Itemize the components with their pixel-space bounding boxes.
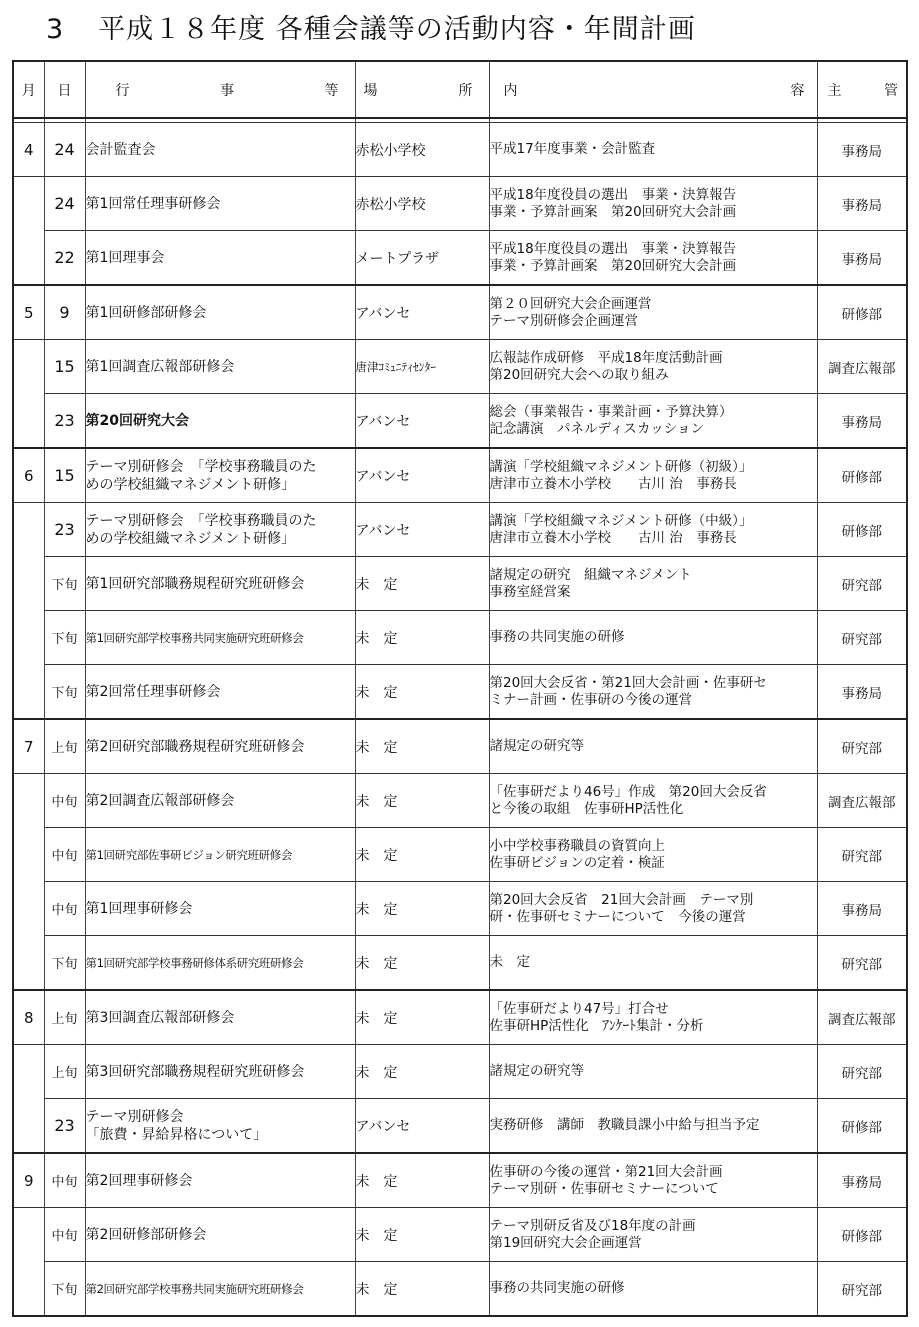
- cell-day: 下旬: [44, 936, 85, 991]
- event-line: 第2回研修部研修会: [85, 1226, 207, 1243]
- cell-organizer: 事務局: [817, 1153, 907, 1208]
- cell-content: [489, 936, 817, 991]
- content-line: 諸規定の研究等: [489, 1063, 584, 1079]
- content-line: 諸規定の研究 組織マネジメント: [489, 566, 692, 583]
- cell-content: [489, 123, 817, 177]
- content-line: ミナー計画・佐事研の今後の運営: [489, 691, 692, 708]
- table-row: [13, 394, 907, 449]
- cell-place: 未 定: [355, 936, 489, 991]
- header-place: [355, 61, 489, 118]
- cell-month: [13, 882, 44, 936]
- cell-month: 9: [13, 1153, 44, 1208]
- table-row: [13, 936, 907, 991]
- table-row: [13, 882, 907, 936]
- cell-organizer: 研究部: [817, 719, 907, 774]
- cell-place: メートプラザ: [355, 231, 489, 286]
- cell-day: 上旬: [44, 719, 85, 774]
- table-row: [13, 611, 907, 665]
- event-line: 第2回常任理事研修会: [85, 683, 221, 700]
- content-line: 平成17年度事業・会計監査: [489, 141, 656, 157]
- section-number: 3: [46, 14, 65, 45]
- header-place-char: 所: [458, 82, 473, 99]
- event-line: テーマ別研修会: [85, 1108, 184, 1125]
- cell-content: [489, 503, 817, 557]
- content-line: 第20回大会反省・第21回大会計画・佐事研セ: [489, 674, 767, 691]
- cell-content: [489, 231, 817, 286]
- cell-content: [489, 1045, 817, 1099]
- cell-place: 未 定: [355, 611, 489, 665]
- cell-place: 赤松小学校: [355, 177, 489, 231]
- cell-day: 22: [44, 231, 85, 286]
- cell-organizer: 研修部: [817, 1208, 907, 1262]
- content-line: 唐津市立養木小学校 古川 治 事務長: [489, 529, 737, 546]
- cell-organizer: 事務局: [817, 882, 907, 936]
- event-line: めの学校組織マネジメント研修」: [85, 476, 296, 493]
- cell-month: [13, 340, 44, 394]
- cell-day: 中旬: [44, 882, 85, 936]
- cell-organizer: 研究部: [817, 1045, 907, 1099]
- cell-organizer: 事務局: [817, 123, 907, 177]
- cell-month: [13, 557, 44, 611]
- table-row: [13, 285, 907, 340]
- cell-organizer: 事務局: [817, 231, 907, 286]
- cell-place: 未 定: [355, 1262, 489, 1317]
- cell-day: 23: [44, 503, 85, 557]
- content-line: 講演「学校組織マネジメント研修（中級）」: [489, 512, 753, 529]
- event-line: 第1回常任理事研修会: [85, 195, 221, 212]
- table-row: [13, 340, 907, 394]
- header-day: 日: [44, 61, 85, 118]
- event-line: 第1回研究部職務規程研究班研修会: [85, 575, 305, 592]
- cell-day: 下旬: [44, 557, 85, 611]
- cell-month: [13, 936, 44, 991]
- cell-content: [489, 1099, 817, 1154]
- content-line: 総会（事業報告・事業計画・予算決算）: [489, 403, 733, 420]
- event-line: 「旅費・昇給昇格について」: [85, 1126, 268, 1143]
- cell-event: [85, 394, 355, 449]
- cell-content: [489, 1153, 817, 1208]
- event-line: 会計監査会: [85, 141, 156, 158]
- cell-organizer: 研究部: [817, 557, 907, 611]
- cell-day: 24: [44, 123, 85, 177]
- event-line: 第2回理事研修会: [85, 1172, 193, 1189]
- header-organizer-char: 主: [827, 82, 842, 99]
- event-line: テーマ別研修会 「学校事務職員のた: [85, 458, 317, 475]
- content-line: 小中学校事務職員の資質向上: [489, 837, 665, 854]
- cell-place: 未 定: [355, 557, 489, 611]
- cell-content: [489, 719, 817, 774]
- cell-place: 未 定: [355, 665, 489, 720]
- table-row: [13, 123, 907, 177]
- table-row: [13, 1045, 907, 1099]
- cell-organizer: 研修部: [817, 448, 907, 503]
- cell-day: 上旬: [44, 990, 85, 1045]
- cell-month: [13, 1099, 44, 1154]
- cell-day: 23: [44, 394, 85, 449]
- cell-content: [489, 1208, 817, 1262]
- cell-place: アバンセ: [355, 394, 489, 449]
- cell-place: 未 定: [355, 990, 489, 1045]
- content-line: 諸規定の研究等: [489, 738, 584, 754]
- cell-content: [489, 557, 817, 611]
- cell-day: 23: [44, 1099, 85, 1154]
- cell-event: [85, 231, 355, 286]
- event-line: 第1回理事会: [85, 249, 165, 266]
- cell-event: [85, 774, 355, 828]
- cell-event: [85, 123, 355, 177]
- header-event-char: 等: [324, 82, 339, 99]
- content-line: 佐事研HP活性化 ｱﾝｹｰﾄ集計・分析: [489, 1017, 704, 1034]
- content-line: 講演「学校組織マネジメント研修（初級）」: [489, 458, 753, 475]
- table-row: [13, 177, 907, 231]
- cell-event: [85, 285, 355, 340]
- content-line: 佐事研の今後の運営・第21回大会計画: [489, 1163, 723, 1180]
- content-line: 第20回研究大会への取り組み: [489, 366, 669, 383]
- cell-month: [13, 394, 44, 449]
- content-line: テーマ別研・佐事研セミナーについて: [489, 1180, 719, 1197]
- event-line: 第1回研究部学校事務研修体系研究班研修会: [85, 955, 304, 970]
- header-organizer-char: 管: [884, 82, 898, 99]
- cell-content: [489, 177, 817, 231]
- event-line: 第3回調査広報部研修会: [85, 1009, 235, 1026]
- cell-place: アバンセ: [355, 503, 489, 557]
- cell-place: 赤松小学校: [355, 123, 489, 177]
- cell-event: [85, 1208, 355, 1262]
- cell-organizer: 研究部: [817, 936, 907, 991]
- cell-content: [489, 285, 817, 340]
- table-row: [13, 1153, 907, 1208]
- content-line: テーマ別研反省及び18年度の計画: [489, 1217, 696, 1234]
- cell-month: [13, 1045, 44, 1099]
- content-line: 第20回大会反省 21回大会計画 テーマ別: [489, 891, 754, 908]
- content-line: 「佐事研だより46号」作成 第20回大会反省: [489, 783, 767, 800]
- event-line: 第3回研究部職務規程研究班研修会: [85, 1063, 305, 1080]
- table-row: [13, 719, 907, 774]
- content-line: 第２０回研究大会企画運営: [489, 295, 652, 312]
- schedule-body: [13, 118, 907, 1316]
- cell-place: 未 定: [355, 882, 489, 936]
- cell-month: [13, 1208, 44, 1262]
- content-line: と今後の取組 佐事研HP活性化: [489, 800, 684, 817]
- content-line: 「佐事研だより47号」打合せ: [489, 1000, 669, 1017]
- cell-event: [85, 1099, 355, 1154]
- cell-month: 6: [13, 448, 44, 503]
- cell-organizer: 研究部: [817, 611, 907, 665]
- cell-event: [85, 990, 355, 1045]
- header-event: [85, 61, 355, 118]
- cell-organizer: 研修部: [817, 285, 907, 340]
- content-line: 第19回研究大会企画運営: [489, 1234, 642, 1251]
- cell-day: 下旬: [44, 1262, 85, 1317]
- cell-month: 5: [13, 285, 44, 340]
- cell-place: 未 定: [355, 1208, 489, 1262]
- cell-event: [85, 340, 355, 394]
- header-month: 月: [13, 61, 44, 118]
- cell-month: [13, 828, 44, 882]
- cell-content: [489, 665, 817, 720]
- cell-organizer: 事務局: [817, 665, 907, 720]
- cell-event: [85, 448, 355, 503]
- cell-day: 中旬: [44, 774, 85, 828]
- cell-day: 15: [44, 340, 85, 394]
- event-line: 第1回研究部学校事務共同実施研究班研修会: [85, 630, 304, 645]
- table-row: [13, 1262, 907, 1317]
- event-line: 第1回理事研修会: [85, 900, 193, 917]
- cell-day: 24: [44, 177, 85, 231]
- table-row: [13, 1208, 907, 1262]
- cell-event: [85, 177, 355, 231]
- header-event-char: 行: [115, 82, 130, 99]
- event-line: テーマ別研修会 「学校事務職員のた: [85, 512, 317, 529]
- cell-month: 7: [13, 719, 44, 774]
- cell-organizer: 研修部: [817, 503, 907, 557]
- cell-month: [13, 774, 44, 828]
- cell-content: [489, 828, 817, 882]
- page-title-text: 平成１８年度 各種会議等の活動内容・年間計画: [98, 14, 696, 45]
- content-line: 事務の共同実施の研修: [489, 1280, 625, 1296]
- cell-place: 唐津ｺﾐｭﾆﾃｨｾﾝﾀｰ: [355, 340, 489, 394]
- cell-day: 上旬: [44, 1045, 85, 1099]
- content-line: 広報誌作成研修 平成18年度活動計画: [489, 349, 723, 366]
- event-line: 第1回研修部研修会: [85, 304, 207, 321]
- cell-event: [85, 882, 355, 936]
- cell-place: 未 定: [355, 828, 489, 882]
- cell-event: [85, 719, 355, 774]
- cell-place: アバンセ: [355, 448, 489, 503]
- cell-day: 下旬: [44, 665, 85, 720]
- content-line: 実務研修 講師 教職員課小中給与担当予定: [489, 1117, 760, 1133]
- cell-place: アバンセ: [355, 1099, 489, 1154]
- event-line: 第2回研究部職務規程研究班研修会: [85, 738, 305, 755]
- table-row: [13, 665, 907, 720]
- cell-event: [85, 557, 355, 611]
- table-row: [13, 557, 907, 611]
- cell-event: [85, 936, 355, 991]
- cell-event: [85, 665, 355, 720]
- cell-organizer: 研究部: [817, 828, 907, 882]
- schedule-table: [12, 60, 908, 1317]
- table-row: [13, 828, 907, 882]
- table-row: [13, 231, 907, 286]
- cell-month: [13, 665, 44, 720]
- cell-event: [85, 1262, 355, 1317]
- cell-month: 8: [13, 990, 44, 1045]
- cell-month: [13, 611, 44, 665]
- cell-place: 未 定: [355, 719, 489, 774]
- cell-place: 未 定: [355, 1045, 489, 1099]
- cell-day: 9: [44, 285, 85, 340]
- cell-month: [13, 231, 44, 286]
- content-line: 研・佐事研セミナーについて 今後の運営: [489, 908, 746, 925]
- cell-content: [489, 774, 817, 828]
- content-line: 記念講演 パネルディスカッション: [489, 420, 705, 437]
- cell-organizer: 研究部: [817, 1262, 907, 1317]
- cell-event: [85, 611, 355, 665]
- content-line: 未 定: [489, 954, 530, 970]
- content-line: 事務の共同実施の研修: [489, 629, 625, 645]
- cell-month: [13, 503, 44, 557]
- event-line: 第2回研究部学校事務共同実施研究班研修会: [85, 1281, 304, 1296]
- cell-organizer: 研修部: [817, 1099, 907, 1154]
- cell-month: [13, 1262, 44, 1317]
- cell-day: 15: [44, 448, 85, 503]
- cell-day: 下旬: [44, 611, 85, 665]
- cell-content: [489, 448, 817, 503]
- content-line: 佐事研ビジョンの定着・検証: [489, 854, 665, 871]
- cell-organizer: 調査広報部: [817, 774, 907, 828]
- cell-month: 4: [13, 123, 44, 177]
- cell-organizer: 事務局: [817, 394, 907, 449]
- content-line: 事業・予算計画案 第20回研究大会計画: [489, 203, 737, 220]
- cell-day: 中旬: [44, 1208, 85, 1262]
- cell-place: 未 定: [355, 774, 489, 828]
- cell-content: [489, 882, 817, 936]
- cell-day: 中旬: [44, 828, 85, 882]
- cell-content: [489, 394, 817, 449]
- table-row: [13, 1099, 907, 1154]
- header-content-char: 内: [503, 82, 518, 99]
- cell-organizer: 事務局: [817, 177, 907, 231]
- cell-content: [489, 340, 817, 394]
- content-line: 平成18年度役員の選出 事業・決算報告: [489, 240, 737, 257]
- header-organizer: [817, 61, 907, 118]
- content-line: 事務室経営案: [489, 583, 571, 600]
- content-line: テーマ別研修会企画運営: [489, 312, 638, 329]
- cell-place: アバンセ: [355, 285, 489, 340]
- cell-event: [85, 503, 355, 557]
- header-event-char: 事: [220, 82, 234, 99]
- header-place-char: 場: [363, 82, 378, 99]
- cell-content: [489, 990, 817, 1045]
- header-content: [489, 61, 817, 118]
- cell-event: [85, 1045, 355, 1099]
- cell-content: [489, 1262, 817, 1317]
- table-row: [13, 990, 907, 1045]
- cell-event: [85, 828, 355, 882]
- header-row: [13, 61, 907, 118]
- table-row: [13, 503, 907, 557]
- event-line: 第1回調査広報部研修会: [85, 358, 235, 375]
- header-content-char: 容: [790, 82, 805, 99]
- content-line: 事業・予算計画案 第20回研究大会計画: [489, 257, 737, 274]
- cell-content: [489, 611, 817, 665]
- cell-place: 未 定: [355, 1153, 489, 1208]
- table-row: [13, 448, 907, 503]
- cell-day: 中旬: [44, 1153, 85, 1208]
- page-title: [46, 10, 696, 50]
- content-line: 平成18年度役員の選出 事業・決算報告: [489, 186, 737, 203]
- cell-event: [85, 1153, 355, 1208]
- table-row: [13, 774, 907, 828]
- event-line: 第1回研究部佐事研ビジョン研究班研修会: [85, 847, 292, 862]
- cell-organizer: 調査広報部: [817, 990, 907, 1045]
- cell-organizer: 調査広報部: [817, 340, 907, 394]
- event-line: 第20回研究大会: [85, 412, 189, 429]
- event-line: めの学校組織マネジメント研修」: [85, 530, 296, 547]
- cell-month: [13, 177, 44, 231]
- event-line: 第2回調査広報部研修会: [85, 792, 235, 809]
- content-line: 唐津市立養木小学校 古川 治 事務長: [489, 475, 737, 492]
